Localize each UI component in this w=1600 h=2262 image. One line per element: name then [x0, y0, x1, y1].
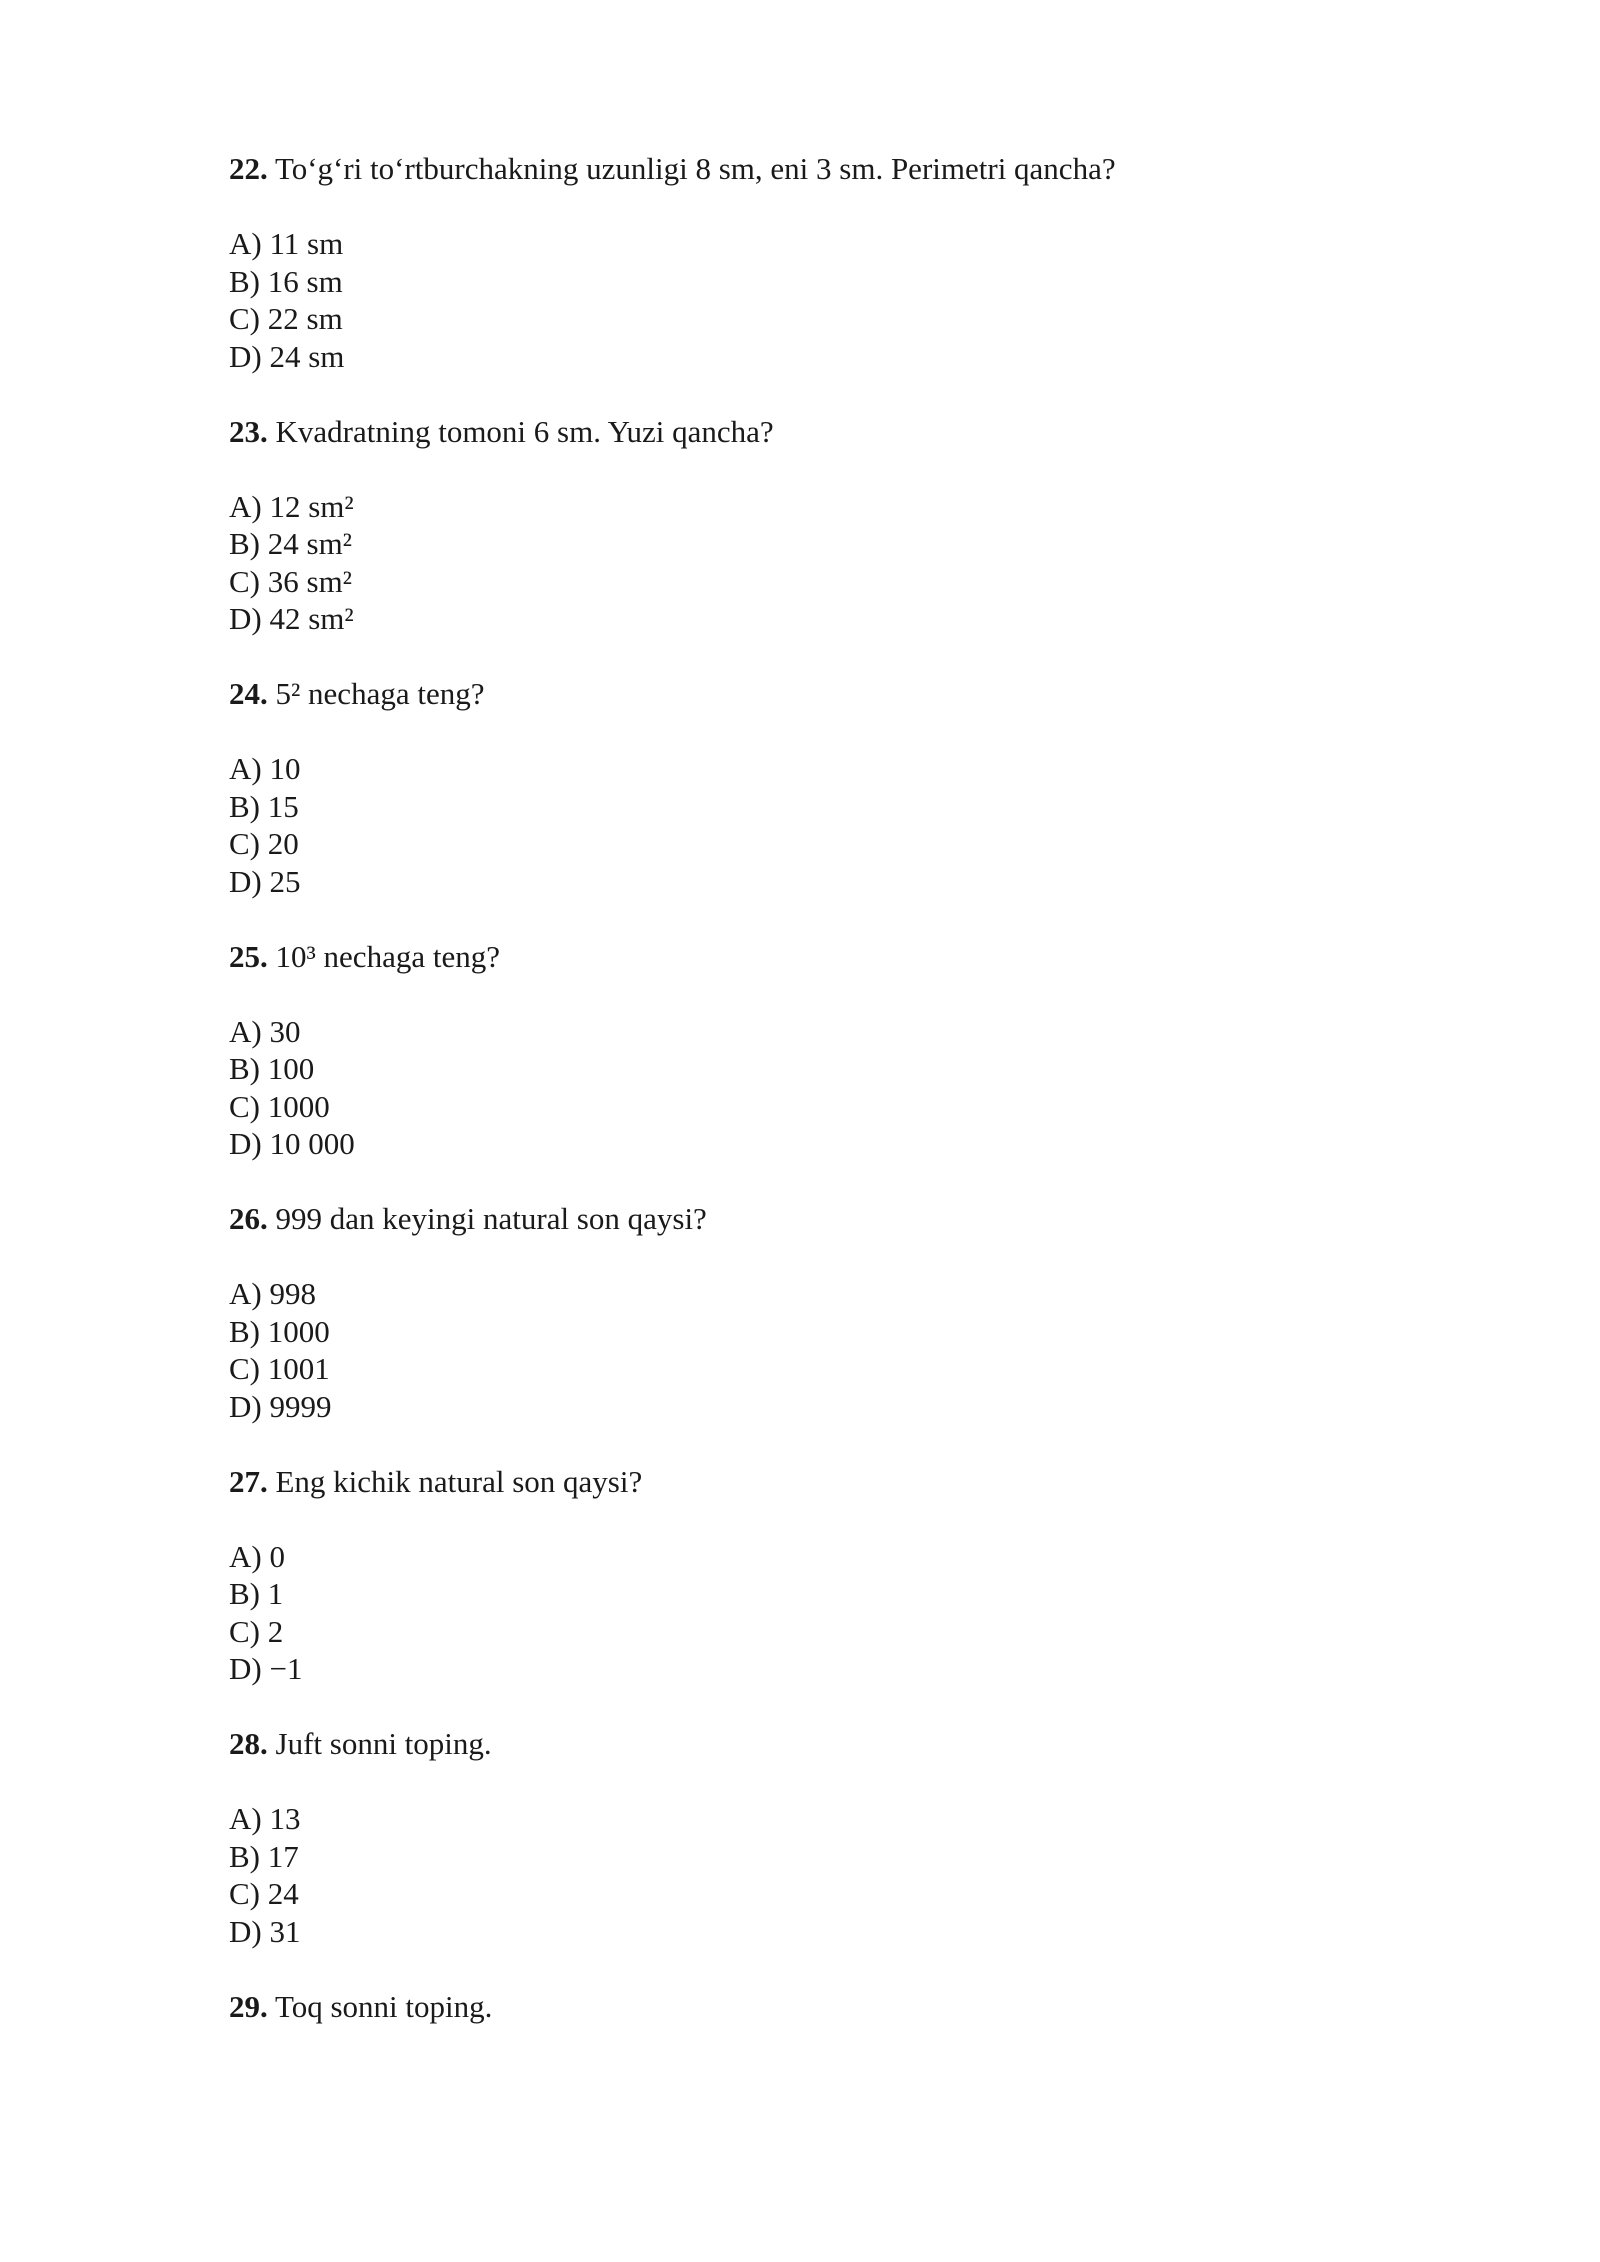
- document-page: [229, 150, 1379, 2063]
- option-d: D) 24 sm: [229, 338, 345, 374]
- option-d: D) 31: [229, 1913, 301, 1949]
- question-block-27: [229, 1463, 1379, 1726]
- option-c: C) 1000: [229, 1088, 330, 1124]
- question-block-26: [229, 1200, 1379, 1463]
- question-text: 5² nechaga teng?: [267, 676, 485, 711]
- option-c: C) 36 sm²: [229, 563, 352, 599]
- question-22: [229, 150, 1379, 225]
- option-a: A) 11 sm: [229, 226, 344, 261]
- option-d: D) 42 sm²: [229, 601, 354, 636]
- option-a: A) 10: [229, 751, 301, 786]
- option-c: C) 2: [229, 1613, 284, 1649]
- question-number: 26.: [229, 1201, 268, 1236]
- question-number: 22.: [229, 151, 268, 186]
- option-d: D) 25: [229, 863, 301, 899]
- question-text: Juft sonni toping.: [267, 1726, 492, 1761]
- option-d: D) 9999: [229, 1388, 332, 1424]
- question-text: To‘g‘ri to‘rtburchakning uzunligi 8 sm, eni 3 sm. Perimetri qancha?: [267, 151, 1116, 186]
- option-c: C) 20: [229, 826, 299, 861]
- question-block-29: [229, 1988, 1379, 2063]
- question-24: [229, 675, 1379, 750]
- question-text: Kvadratning tomoni 6 sm. Yuzi qancha?: [267, 413, 774, 449]
- option-a: A) 12 sm²: [229, 488, 354, 524]
- option-c: C) 1001: [229, 1351, 330, 1386]
- question-block-23: [229, 413, 1379, 676]
- answer-options: [229, 1275, 1379, 1463]
- answer-options: [229, 1538, 1379, 1726]
- question-number: 24.: [229, 676, 268, 711]
- option-c: C) 22 sm: [229, 301, 343, 336]
- question-block-28: [229, 1725, 1379, 1988]
- option-b: B) 1000: [229, 1313, 330, 1349]
- option-a: A) 30: [229, 1013, 301, 1049]
- question-26: [229, 1200, 1379, 1275]
- question-23: [229, 413, 1379, 488]
- question-number: 23.: [229, 413, 268, 449]
- question-text: 10³ nechaga teng?: [267, 938, 500, 974]
- question-27: [229, 1463, 1379, 1538]
- question-block-25: [229, 938, 1379, 1201]
- question-text: 999 dan keyingi natural son qaysi?: [267, 1201, 707, 1236]
- question-28: [229, 1725, 1379, 1800]
- question-block-24: [229, 675, 1379, 938]
- question-block-22: [229, 150, 1379, 413]
- question-number: 27.: [229, 1463, 268, 1499]
- question-text: Toq sonni toping.: [267, 1988, 493, 2024]
- option-b: B) 1: [229, 1576, 284, 1611]
- question-29: [229, 1988, 1379, 2063]
- option-a: A) 13: [229, 1801, 301, 1836]
- question-text: Eng kichik natural son qaysi?: [267, 1463, 643, 1499]
- answer-options: [229, 1013, 1379, 1201]
- answer-options: [229, 225, 1379, 413]
- question-number: 29.: [229, 1988, 268, 2024]
- answer-options: [229, 488, 1379, 676]
- question-number: 28.: [229, 1726, 268, 1761]
- option-b: B) 15: [229, 788, 299, 824]
- option-d: D) −1: [229, 1651, 303, 1686]
- option-d: D) 10 000: [229, 1126, 355, 1161]
- answer-options: [229, 1800, 1379, 1988]
- option-a: A) 998: [229, 1276, 316, 1311]
- question-number: 25.: [229, 938, 268, 974]
- question-25: [229, 938, 1379, 1013]
- option-b: B) 16 sm: [229, 263, 343, 299]
- option-c: C) 24: [229, 1876, 299, 1911]
- option-a: A) 0: [229, 1538, 285, 1574]
- option-b: B) 100: [229, 1051, 315, 1086]
- option-b: B) 17: [229, 1838, 299, 1874]
- answer-options: [229, 750, 1379, 938]
- option-b: B) 24 sm²: [229, 526, 352, 561]
